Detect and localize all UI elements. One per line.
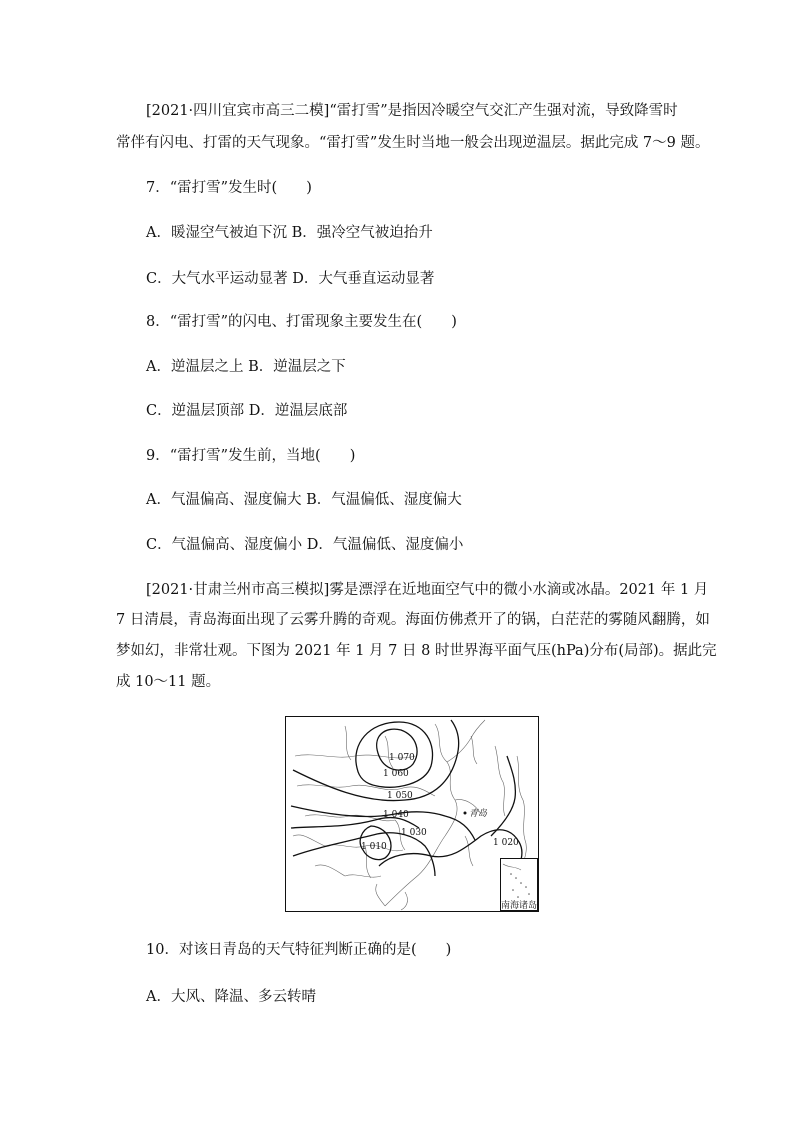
isobar-label-1020: 1 020 [493,838,519,848]
intro2-line1: [2021·甘肃兰州市高三模拟]雾是漂浮在近地面空气中的微小水滴或冰晶。2021 年 1 月 [146,582,709,598]
q7-options-cd: C．大气水平运动显著 D．大气垂直运动显著 [146,271,435,287]
isobar-label-1070: 1 070 [389,753,415,763]
q7-options-ab: A．暖湿空气被迫下沉 B．强冷空气被迫抬升 [146,225,433,241]
isobar-map-figure [285,716,539,912]
city-label-qingdao: 青岛 [469,809,488,819]
q10-option-a: A．大风、降温、多云转晴 [146,989,316,1005]
isobar-label-1060: 1 060 [383,769,409,779]
q8-stem: 8．“雷打雪”的闪电、打雷现象主要发生在( ) [146,314,457,330]
q9-stem: 9．“雷打雪”发生前，当地( ) [146,448,356,464]
inset-caption: 南海诸岛 [500,901,538,911]
q10-stem: 10．对该日青岛的天气特征判断正确的是( ) [146,942,452,958]
isobar-map [285,716,539,912]
isobar-label-1050: 1 050 [387,791,413,801]
q9-options-ab: A．气温偏高、湿度偏大 B．气温偏低、湿度偏大 [146,492,462,508]
q9-options-cd: C．气温偏高、湿度偏小 D．气温偏低、湿度偏小 [146,537,464,553]
q8-options-cd: C．逆温层顶部 D．逆温层底部 [146,403,348,419]
intro1-line1: [2021·四川宜宾市高三二模]“雷打雪”是指因冷暖空气交汇产生强对流，导致降雪时 [146,103,678,119]
qingdao-marker [464,812,467,815]
inset-map [501,859,538,912]
intro2-line3: 梦如幻，非常壮观。下图为 2021 年 1 月 7 日 8 时世界海平面气压(hPa)分布(局部)。据此完 [116,643,717,659]
q7-stem: 7．“雷打雪”发生时( ) [146,180,312,196]
isobar-label-1010: 1 010 [361,842,387,852]
intro2-line4: 成 10～11 题。 [116,674,221,690]
isobar-label-1040: 1 040 [383,810,409,820]
isobar-label-1030: 1 030 [401,828,427,838]
intro1-line2: 常伴有闪电、打雷的天气现象。“雷打雪”发生时当地一般会出现逆温层。据此完成 7～9 题。 [116,135,710,151]
q8-options-ab: A．逆温层之上 B．逆温层之下 [146,359,346,375]
intro2-line2: 7 日清晨，青岛海面出现了云雾升腾的奇观。海面仿佛煮开了的锅，白茫茫的雾随风翻腾，如 [116,612,710,628]
